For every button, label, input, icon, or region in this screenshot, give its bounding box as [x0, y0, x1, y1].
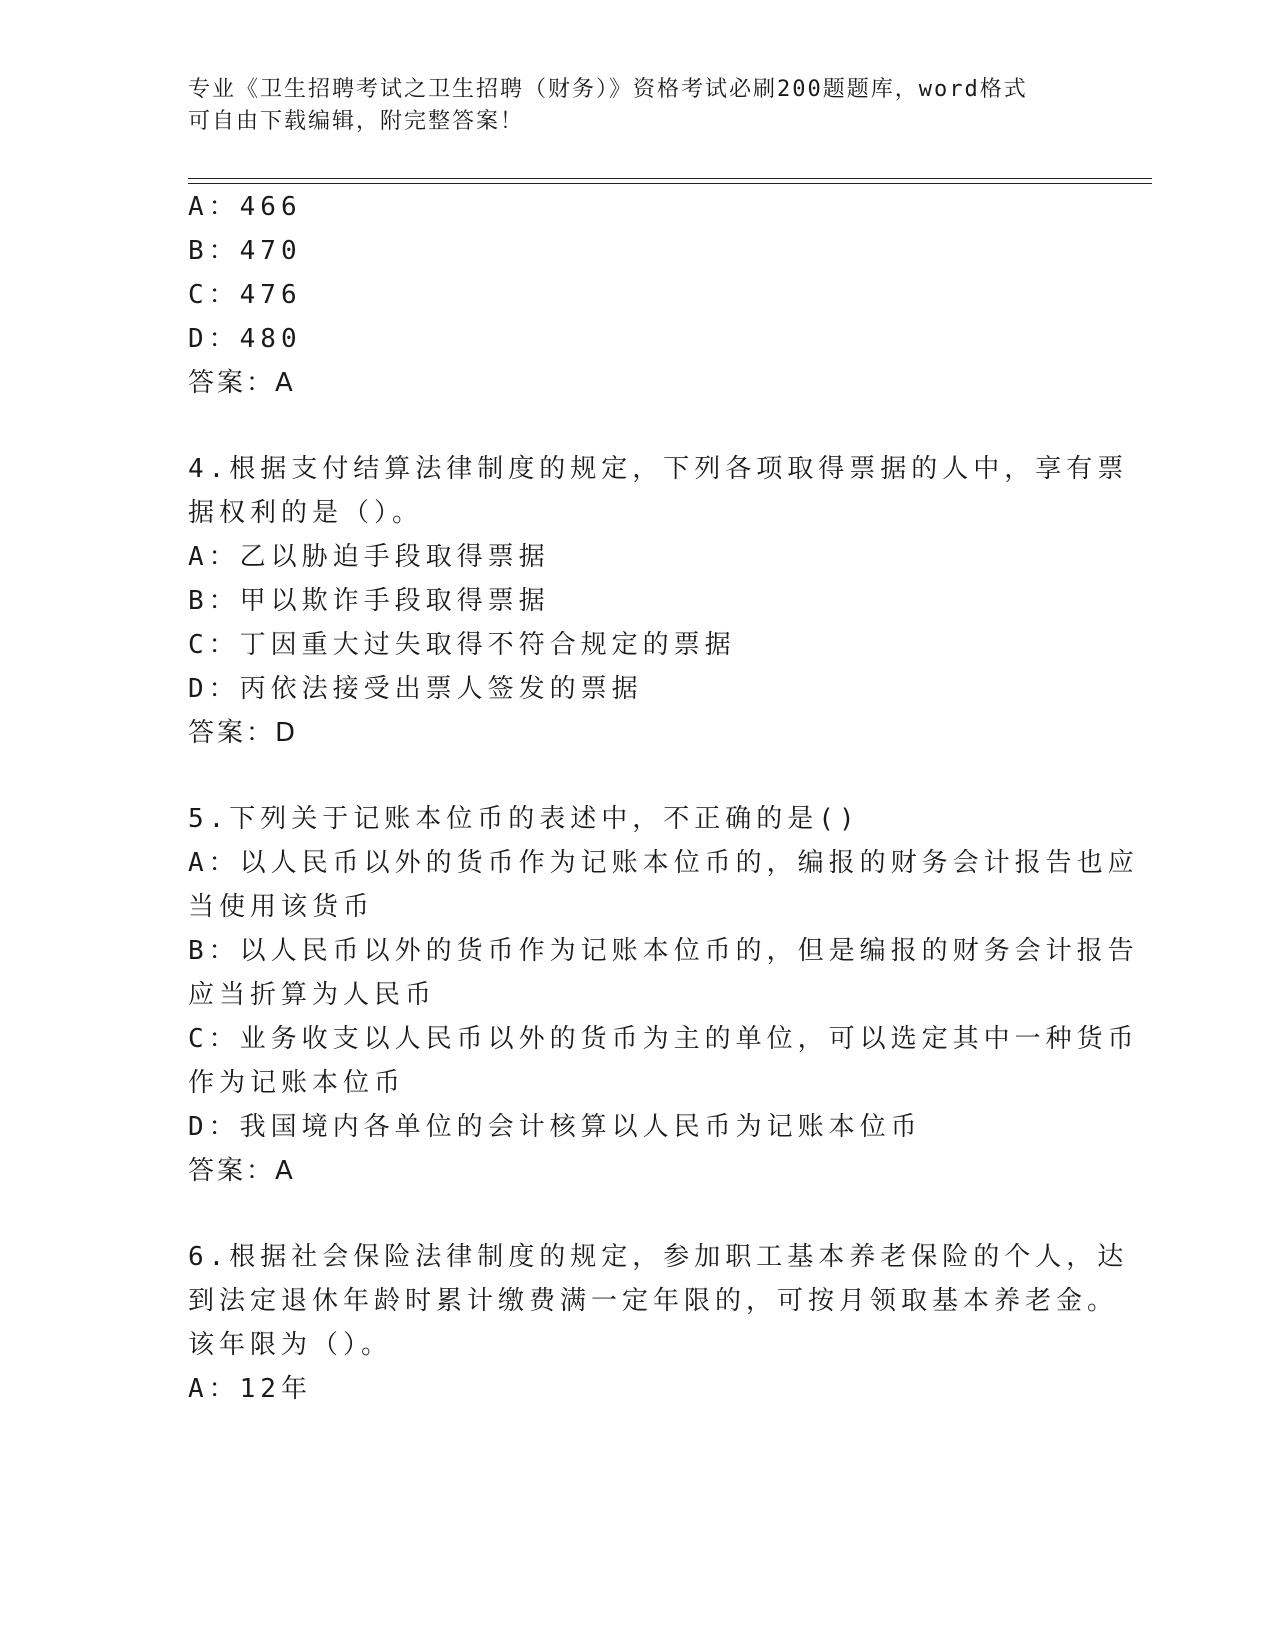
q4-option-c: C：丁因重大过失取得不符合规定的票据 [188, 630, 736, 660]
q5-option-b-line-1: B：以人民币以外的货币作为记账本位币的，但是编报的财务会计报告 [188, 936, 1139, 966]
q6-stem-line-2: 到法定退休年龄时累计缴费满一定年限的，可按月领取基本养老金。 [188, 1286, 1119, 1316]
header-divider-top [188, 178, 1152, 179]
q5-option-a-line-2: 当使用该货币 [188, 892, 375, 922]
q6-option-a: A：12年 [188, 1374, 312, 1404]
q6-stem-line-3: 该年限为（）。 [188, 1330, 393, 1360]
q4-option-a: A：乙以胁迫手段取得票据 [188, 542, 550, 572]
q5-option-c-line-1: C：业务收支以人民币以外的货币为主的单位，可以选定其中一种货币 [188, 1024, 1139, 1054]
q5-option-c-line-2: 作为记账本位币 [188, 1068, 406, 1098]
q3-answer: 答案：A [188, 368, 296, 398]
document-header [188, 74, 1068, 138]
header-divider-bottom [188, 183, 1152, 184]
q3-option-a: A：466 [188, 192, 302, 222]
q3-option-c: C：476 [188, 280, 302, 310]
q4-stem-line-2: 据权利的是（）。 [188, 498, 424, 528]
q5-option-b-line-2: 应当折算为人民币 [188, 980, 437, 1010]
q4-answer: 答案：D [188, 718, 299, 748]
q5-option-a-line-1: A：以人民币以外的货币作为记账本位币的，编报的财务会计报告也应 [188, 848, 1139, 878]
q3-option-b: B：470 [188, 236, 302, 266]
q5-answer: 答案：A [188, 1156, 296, 1186]
header-line-2: 可自由下载编辑，附完整答案！ [188, 109, 525, 134]
q5-option-d: D：我国境内各单位的会计核算以人民币为记账本位币 [188, 1112, 922, 1142]
q6-stem-line-1: 6.根据社会保险法律制度的规定，参加职工基本养老保险的个人，达 [188, 1242, 1129, 1272]
header-line-1: 专业《卫生招聘考试之卫生招聘（财务）》资格考试必刷200题题库，word格式 [188, 77, 1028, 102]
q3-option-d: D：480 [188, 324, 302, 354]
q4-stem-line-1: 4.根据支付结算法律制度的规定，下列各项取得票据的人中，享有票 [188, 454, 1129, 484]
q4-option-b: B：甲以欺诈手段取得票据 [188, 586, 550, 616]
q4-option-d: D：丙依法接受出票人签发的票据 [188, 674, 643, 704]
q5-stem: 5.下列关于记账本位币的表述中，不正确的是() [188, 804, 860, 834]
